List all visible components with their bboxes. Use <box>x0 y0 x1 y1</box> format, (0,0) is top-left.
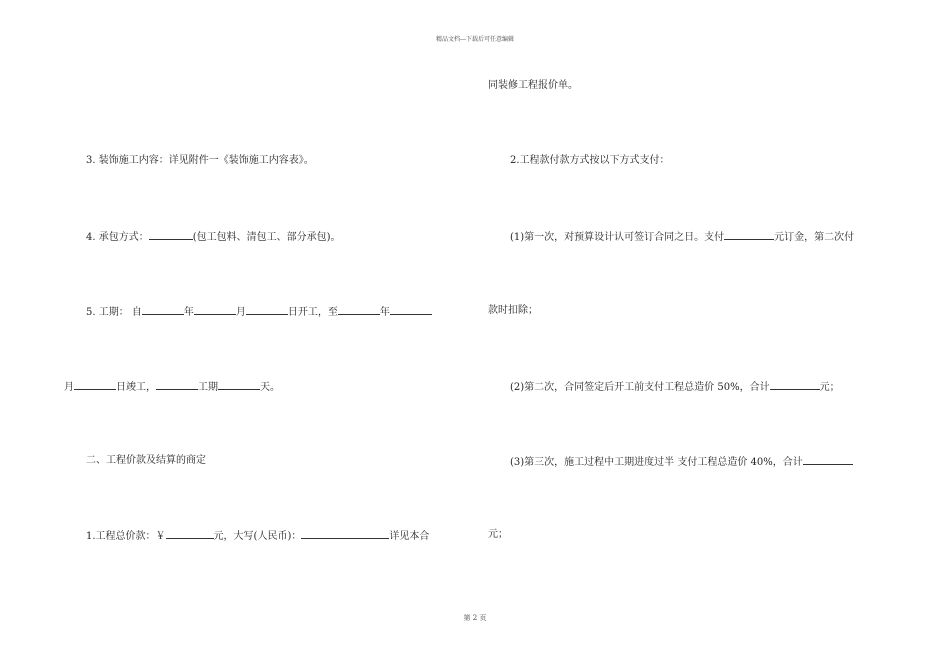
label-second-payment: (2)第二次，合同签定后开工前支付工程总造价 50%，合计 <box>510 382 770 393</box>
label-end-year: 年 <box>379 307 390 318</box>
item-2-payment-method: 2.工程款付款方式按以下方式支付： <box>510 155 670 166</box>
blank-second-amount <box>770 379 820 390</box>
schedule-continued <box>64 379 280 395</box>
payment-first-continued: 款时扣除； <box>488 305 538 316</box>
label-duration: 工期 <box>198 382 218 393</box>
label-third-payment: (3)第三次，施工过程中工期进度过半 支付工程总造价 40%，合计 <box>510 457 803 468</box>
payment-third-installment <box>510 454 853 470</box>
blank-start-day <box>246 304 288 315</box>
blank-deposit-amount <box>724 229 774 240</box>
payment-first-installment <box>510 229 854 245</box>
label-schedule-from: 5. 工期： 自 <box>86 307 142 318</box>
label-total-price: 1.工程总价款：￥ <box>86 531 166 542</box>
page-header: 精品文档---下载后可任意编辑 <box>435 36 515 43</box>
label-completion: 日竣工， <box>116 382 156 393</box>
blank-contract-method <box>149 229 193 240</box>
blank-duration-days <box>218 379 260 390</box>
item-3-decoration-content: 3. 装饰施工内容：详见附件一《装饰施工内容表》。 <box>86 155 314 166</box>
item-1-total-price <box>86 528 429 544</box>
blank-total-price-figure <box>166 528 214 539</box>
payment-second-installment <box>510 379 840 395</box>
label-end-month: 月 <box>64 382 74 393</box>
label-days: 天。 <box>260 382 280 393</box>
label-first-payment: (1)第一次，对预算设计认可签订合同之日。支付 <box>510 232 725 243</box>
section-2-heading: 二、工程价款及结算的商定 <box>86 455 206 466</box>
blank-duration-1 <box>156 379 198 390</box>
label-year: 年 <box>183 307 194 318</box>
page-footer: 第 2 页 <box>463 614 487 622</box>
label-contract-method: 4. 承包方式： <box>86 232 149 243</box>
blank-end-year <box>338 304 380 315</box>
blank-start-year <box>142 304 184 315</box>
label-start-to: 日开工，至 <box>287 307 338 318</box>
blank-start-month <box>194 304 236 315</box>
label-month: 月 <box>235 307 246 318</box>
label-see-contract: 详见本合 <box>389 531 430 542</box>
quotation-continued: 同装修工程报价单。 <box>488 80 578 91</box>
blank-end-month <box>390 304 432 315</box>
item-4-contract-method <box>86 229 341 245</box>
blank-third-amount <box>803 454 853 465</box>
item-5-schedule <box>86 304 432 320</box>
blank-end-day <box>74 379 116 390</box>
label-deposit: 元订金，第二次付 <box>774 232 855 243</box>
blank-total-price-words <box>301 528 389 539</box>
label-amount-in-words: 元，大写(人民币)： <box>213 531 302 542</box>
label-second-unit: 元； <box>819 382 840 393</box>
contract-method-options: (包工包料、清包工、部分承包)。 <box>192 232 341 243</box>
payment-third-continued: 元； <box>488 529 508 540</box>
